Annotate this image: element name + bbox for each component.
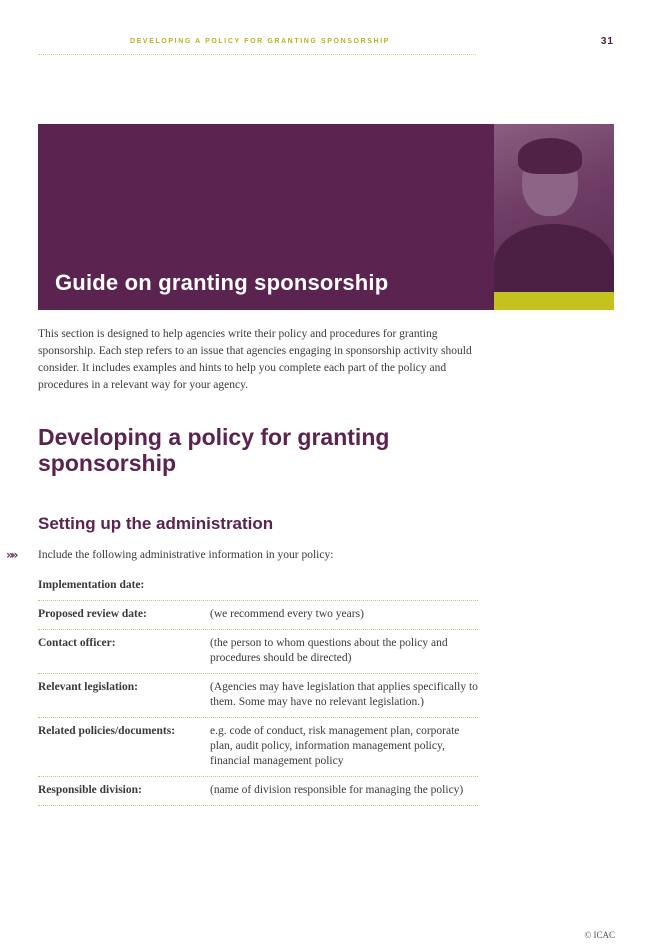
table-row — [38, 777, 478, 806]
copyright: © ICAC — [584, 930, 615, 940]
row-label: Responsible division: — [38, 784, 142, 796]
row-label: Implementation date: — [38, 579, 145, 591]
row-value: (the person to whom questions about the policy and procedures should be directed) — [210, 637, 448, 664]
header-rule — [38, 54, 476, 55]
section-heading: Developing a policy for granting sponsorship — [38, 424, 390, 476]
table-row — [38, 601, 478, 630]
lead-text: Include the following administrative information in your policy: — [38, 549, 334, 561]
sub-heading: Setting up the administration — [38, 514, 274, 533]
admin-info-table — [38, 578, 478, 806]
intro-paragraph: This section is designed to help agencies write their policy and procedures for granting sponsorship. Each step refers to an issue that agencies engaging in sponsorship activity should consider. It includes examples and hints to help you complete each part of the policy and procedures in a relevant way for your agency. — [38, 328, 472, 391]
row-label: Contact officer: — [38, 637, 116, 649]
photo-hair — [518, 138, 582, 174]
portrait-photo — [494, 124, 614, 292]
row-value: (name of division responsible for managing the policy) — [210, 784, 464, 796]
table-row — [38, 630, 478, 674]
table-row — [38, 718, 478, 777]
photo-shoulders — [494, 224, 614, 292]
running-title: DEVELOPING A POLICY FOR GRANTING SPONSORSHIP — [130, 38, 390, 45]
banner-accent-bar — [494, 292, 614, 310]
row-label: Proposed review date: — [38, 608, 147, 620]
row-value: e.g. code of conduct, risk management plan, corporate plan, audit policy, information management policy, financial management policy — [210, 725, 460, 767]
page-number: 31 — [600, 36, 614, 47]
table-row — [38, 674, 478, 718]
title-banner — [38, 124, 614, 310]
row-value: (we recommend every two years) — [210, 608, 364, 620]
row-value — [210, 578, 478, 593]
row-label: Relevant legislation: — [38, 681, 138, 693]
banner-title: Guide on granting sponsorship — [55, 270, 389, 295]
double-chevron-right-icon: »» — [6, 548, 16, 562]
row-label: Related policies/documents: — [38, 725, 176, 737]
table-row — [38, 578, 478, 601]
row-value: (Agencies may have legislation that applies specifically to them. Some may have no relevant legislation.) — [210, 681, 478, 708]
